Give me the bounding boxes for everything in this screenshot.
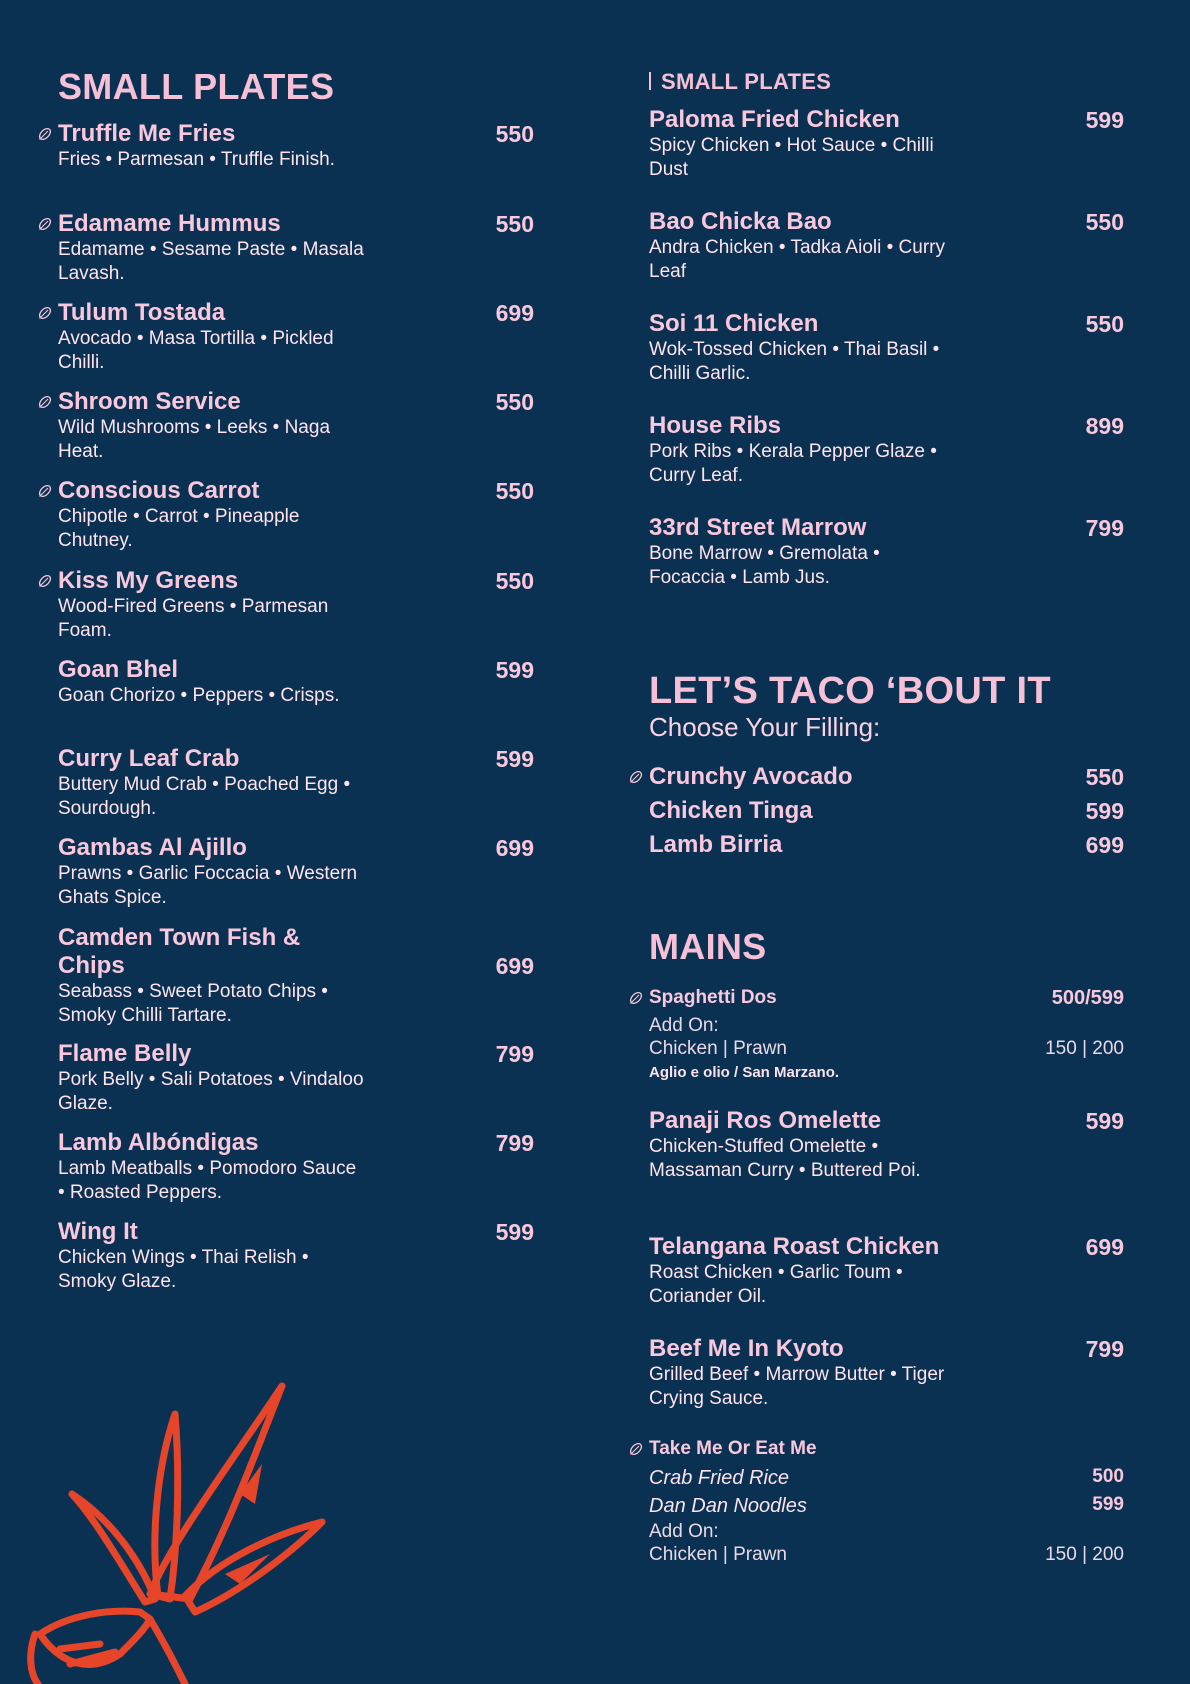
- item-name: Kiss My Greens: [58, 567, 239, 594]
- item-description: Chicken Wings • Thai Relish • Smoky Glaze.: [58, 1247, 309, 1292]
- item-description: Lamb Meatballs • Pomodoro Sauce • Roasted Peppers.: [58, 1158, 357, 1203]
- option-name: Dan Dan Noodles: [649, 1495, 807, 1517]
- leaf-icon: [37, 126, 53, 142]
- item-price: 550: [495, 568, 534, 594]
- menu-item: [649, 797, 1124, 825]
- taco-subtitle: Choose Your Filling:: [649, 712, 881, 742]
- leaf-icon: [628, 769, 644, 785]
- item-price: 899: [1085, 413, 1124, 439]
- item-description: Chicken-Stuffed Omelette • Massaman Curry • Buttered Poi.: [649, 1136, 921, 1181]
- item-description: Wild Mushrooms • Leeks • Naga Heat.: [58, 417, 331, 462]
- item-description: Fries • Parmesan • Truffle Finish.: [58, 149, 335, 170]
- menu-item: [58, 924, 534, 1028]
- item-name: Truffle Me Fries: [58, 120, 236, 147]
- item-name: Telangana Roast Chicken: [649, 1233, 940, 1260]
- menu-item: [649, 1233, 1124, 1309]
- item-price: 799: [1085, 515, 1124, 541]
- item-name: Flame Belly: [58, 1040, 192, 1067]
- item-name: Camden Town Fish & Chips: [58, 924, 301, 979]
- item-price: 799: [495, 1130, 534, 1156]
- addon-items: Chicken | Prawn: [649, 1544, 787, 1565]
- item-price: 799: [1085, 1336, 1124, 1362]
- item-name: Curry Leaf Crab: [58, 745, 240, 772]
- menu-item: [58, 834, 534, 910]
- menu-item: [649, 106, 1124, 182]
- menu-item: [58, 1129, 534, 1205]
- menu-item: [649, 831, 1124, 859]
- item-price: 550: [495, 478, 534, 504]
- item-price: 599: [1085, 798, 1124, 824]
- divider-bar: [649, 72, 651, 90]
- item-name: Crunchy Avocado: [649, 763, 853, 790]
- menu-item: [649, 310, 1124, 386]
- item-description: Spicy Chicken • Hot Sauce • Chilli Dust: [649, 135, 934, 180]
- item-price: 699: [495, 835, 534, 861]
- item-price: 550: [1085, 764, 1124, 790]
- addon-label: Add On:: [649, 1015, 719, 1036]
- item-description: Buttery Mud Crab • Poached Egg • Sourdough.: [58, 774, 351, 819]
- menu-item: [58, 567, 534, 643]
- item-price: 699: [495, 300, 534, 326]
- menu-item: [58, 1218, 534, 1294]
- menu-item: [58, 1040, 534, 1116]
- item-price: 550: [1085, 311, 1124, 337]
- item-price: 599: [1085, 1108, 1124, 1134]
- addon-row: [649, 1037, 1124, 1061]
- item-description: Bone Marrow • Gremolata • Focaccia • Lamb Jus.: [649, 543, 880, 588]
- item-note: Aglio e olio / San Marzano.: [649, 1064, 840, 1081]
- item-description: Pork Belly • Sali Potatoes • Vindaloo Glaze.: [58, 1069, 364, 1114]
- section-title-small-plates: SMALL PLATES: [58, 66, 335, 107]
- item-price: 550: [495, 389, 534, 415]
- item-price: 550: [1085, 209, 1124, 235]
- leaf-icon: [37, 483, 53, 499]
- item-name: Take Me Or Eat Me: [649, 1438, 817, 1459]
- item-name: Lamb Birria: [649, 831, 783, 858]
- leaf-icon: [628, 1441, 644, 1457]
- item-price: 699: [495, 953, 534, 979]
- addon-row: [649, 1543, 1124, 1567]
- menu-item: [649, 763, 1124, 791]
- menu-item: [58, 120, 534, 172]
- section-title-tacos: LET’S TACO ‘BOUT IT: [649, 670, 1051, 712]
- flower-illustration: [0, 1344, 340, 1684]
- item-description: Pork Ribs • Kerala Pepper Glaze • Curry Leaf.: [649, 441, 937, 486]
- section-title-mains: MAINS: [649, 926, 767, 967]
- item-name: House Ribs: [649, 412, 782, 439]
- menu-item: [58, 745, 534, 821]
- menu-item-spaghetti: [649, 985, 1124, 1011]
- item-name: Gambas Al Ajillo: [58, 834, 247, 861]
- menu-item: [649, 1107, 1124, 1183]
- leaf-icon: [37, 216, 53, 232]
- item-price: 550: [495, 121, 534, 147]
- item-name: Spaghetti Dos: [649, 987, 777, 1008]
- menu-item: [649, 514, 1124, 590]
- item-description: Seabass • Sweet Potato Chips • Smoky Chilli Tartare.: [58, 981, 328, 1026]
- menu-item: [58, 210, 534, 286]
- leaf-icon: [37, 573, 53, 589]
- menu-item: [58, 656, 534, 708]
- item-description: Roast Chicken • Garlic Toum • Coriander Oil.: [649, 1262, 903, 1307]
- item-name: Shroom Service: [58, 388, 241, 415]
- menu-item: [649, 208, 1124, 284]
- item-description: Chipotle • Carrot • Pineapple Chutney.: [58, 506, 300, 551]
- item-price: 599: [1085, 107, 1124, 133]
- item-description: Edamame • Sesame Paste • Masala Lavash.: [58, 239, 364, 284]
- menu-item: [649, 1335, 1124, 1411]
- option-row: [649, 1464, 1124, 1491]
- addon-price: 150 | 200: [1045, 1544, 1124, 1565]
- item-name: Panaji Ros Omelette: [649, 1107, 882, 1134]
- item-name: Tulum Tostada: [58, 299, 226, 326]
- item-name: Goan Bhel: [58, 656, 179, 683]
- item-description: Goan Chorizo • Peppers • Crisps.: [58, 685, 340, 706]
- item-description: Grilled Beef • Marrow Butter • Tiger Crying Sauce.: [649, 1364, 945, 1409]
- section-title-small-plates-cont: SMALL PLATES: [661, 69, 832, 94]
- item-name: Edamame Hummus: [58, 210, 281, 237]
- addon-price: 150 | 200: [1045, 1038, 1124, 1059]
- item-description: Andra Chicken • Tadka Aioli • Curry Leaf: [649, 237, 945, 282]
- item-price: 500/599: [1051, 987, 1124, 1009]
- menu-item: [649, 412, 1124, 488]
- item-name: Beef Me In Kyoto: [649, 1335, 844, 1362]
- addon-label: Add On:: [649, 1521, 719, 1542]
- menu-item: [58, 477, 534, 553]
- item-name: Conscious Carrot: [58, 477, 260, 504]
- item-name: Paloma Fried Chicken: [649, 106, 900, 133]
- menu-item-take-me: [649, 1436, 1124, 1462]
- item-price: 699: [1085, 1234, 1124, 1260]
- item-description: Avocado • Masa Tortilla • Pickled Chilli.: [58, 328, 334, 373]
- addon-items: Chicken | Prawn: [649, 1038, 787, 1059]
- leaf-icon: [628, 990, 644, 1006]
- item-name: 33rd Street Marrow: [649, 514, 867, 541]
- option-price: 599: [1092, 1494, 1124, 1515]
- option-price: 500: [1092, 1466, 1124, 1487]
- item-description: Wood-Fired Greens • Parmesan Foam.: [58, 596, 329, 641]
- item-price: 550: [495, 211, 534, 237]
- item-price: 599: [495, 1219, 534, 1245]
- item-name: Bao Chicka Bao: [649, 208, 832, 235]
- item-description: Prawns • Garlic Foccacia • Western Ghats Spice.: [58, 863, 358, 908]
- item-description: Wok-Tossed Chicken • Thai Basil • Chilli Garlic.: [649, 339, 940, 384]
- leaf-icon: [37, 394, 53, 410]
- item-price: 599: [495, 746, 534, 772]
- menu-item: [58, 299, 534, 375]
- leaf-icon: [37, 305, 53, 321]
- item-name: Lamb Albóndigas: [58, 1129, 259, 1156]
- item-price: 599: [495, 657, 534, 683]
- menu-item: [58, 388, 534, 464]
- option-name: Crab Fried Rice: [649, 1467, 790, 1489]
- item-name: Chicken Tinga: [649, 797, 813, 824]
- item-price: 699: [1085, 832, 1124, 858]
- option-row: [649, 1492, 1124, 1519]
- item-price: 799: [495, 1041, 534, 1067]
- item-name: Soi 11 Chicken: [649, 310, 819, 337]
- item-name: Wing It: [58, 1218, 138, 1245]
